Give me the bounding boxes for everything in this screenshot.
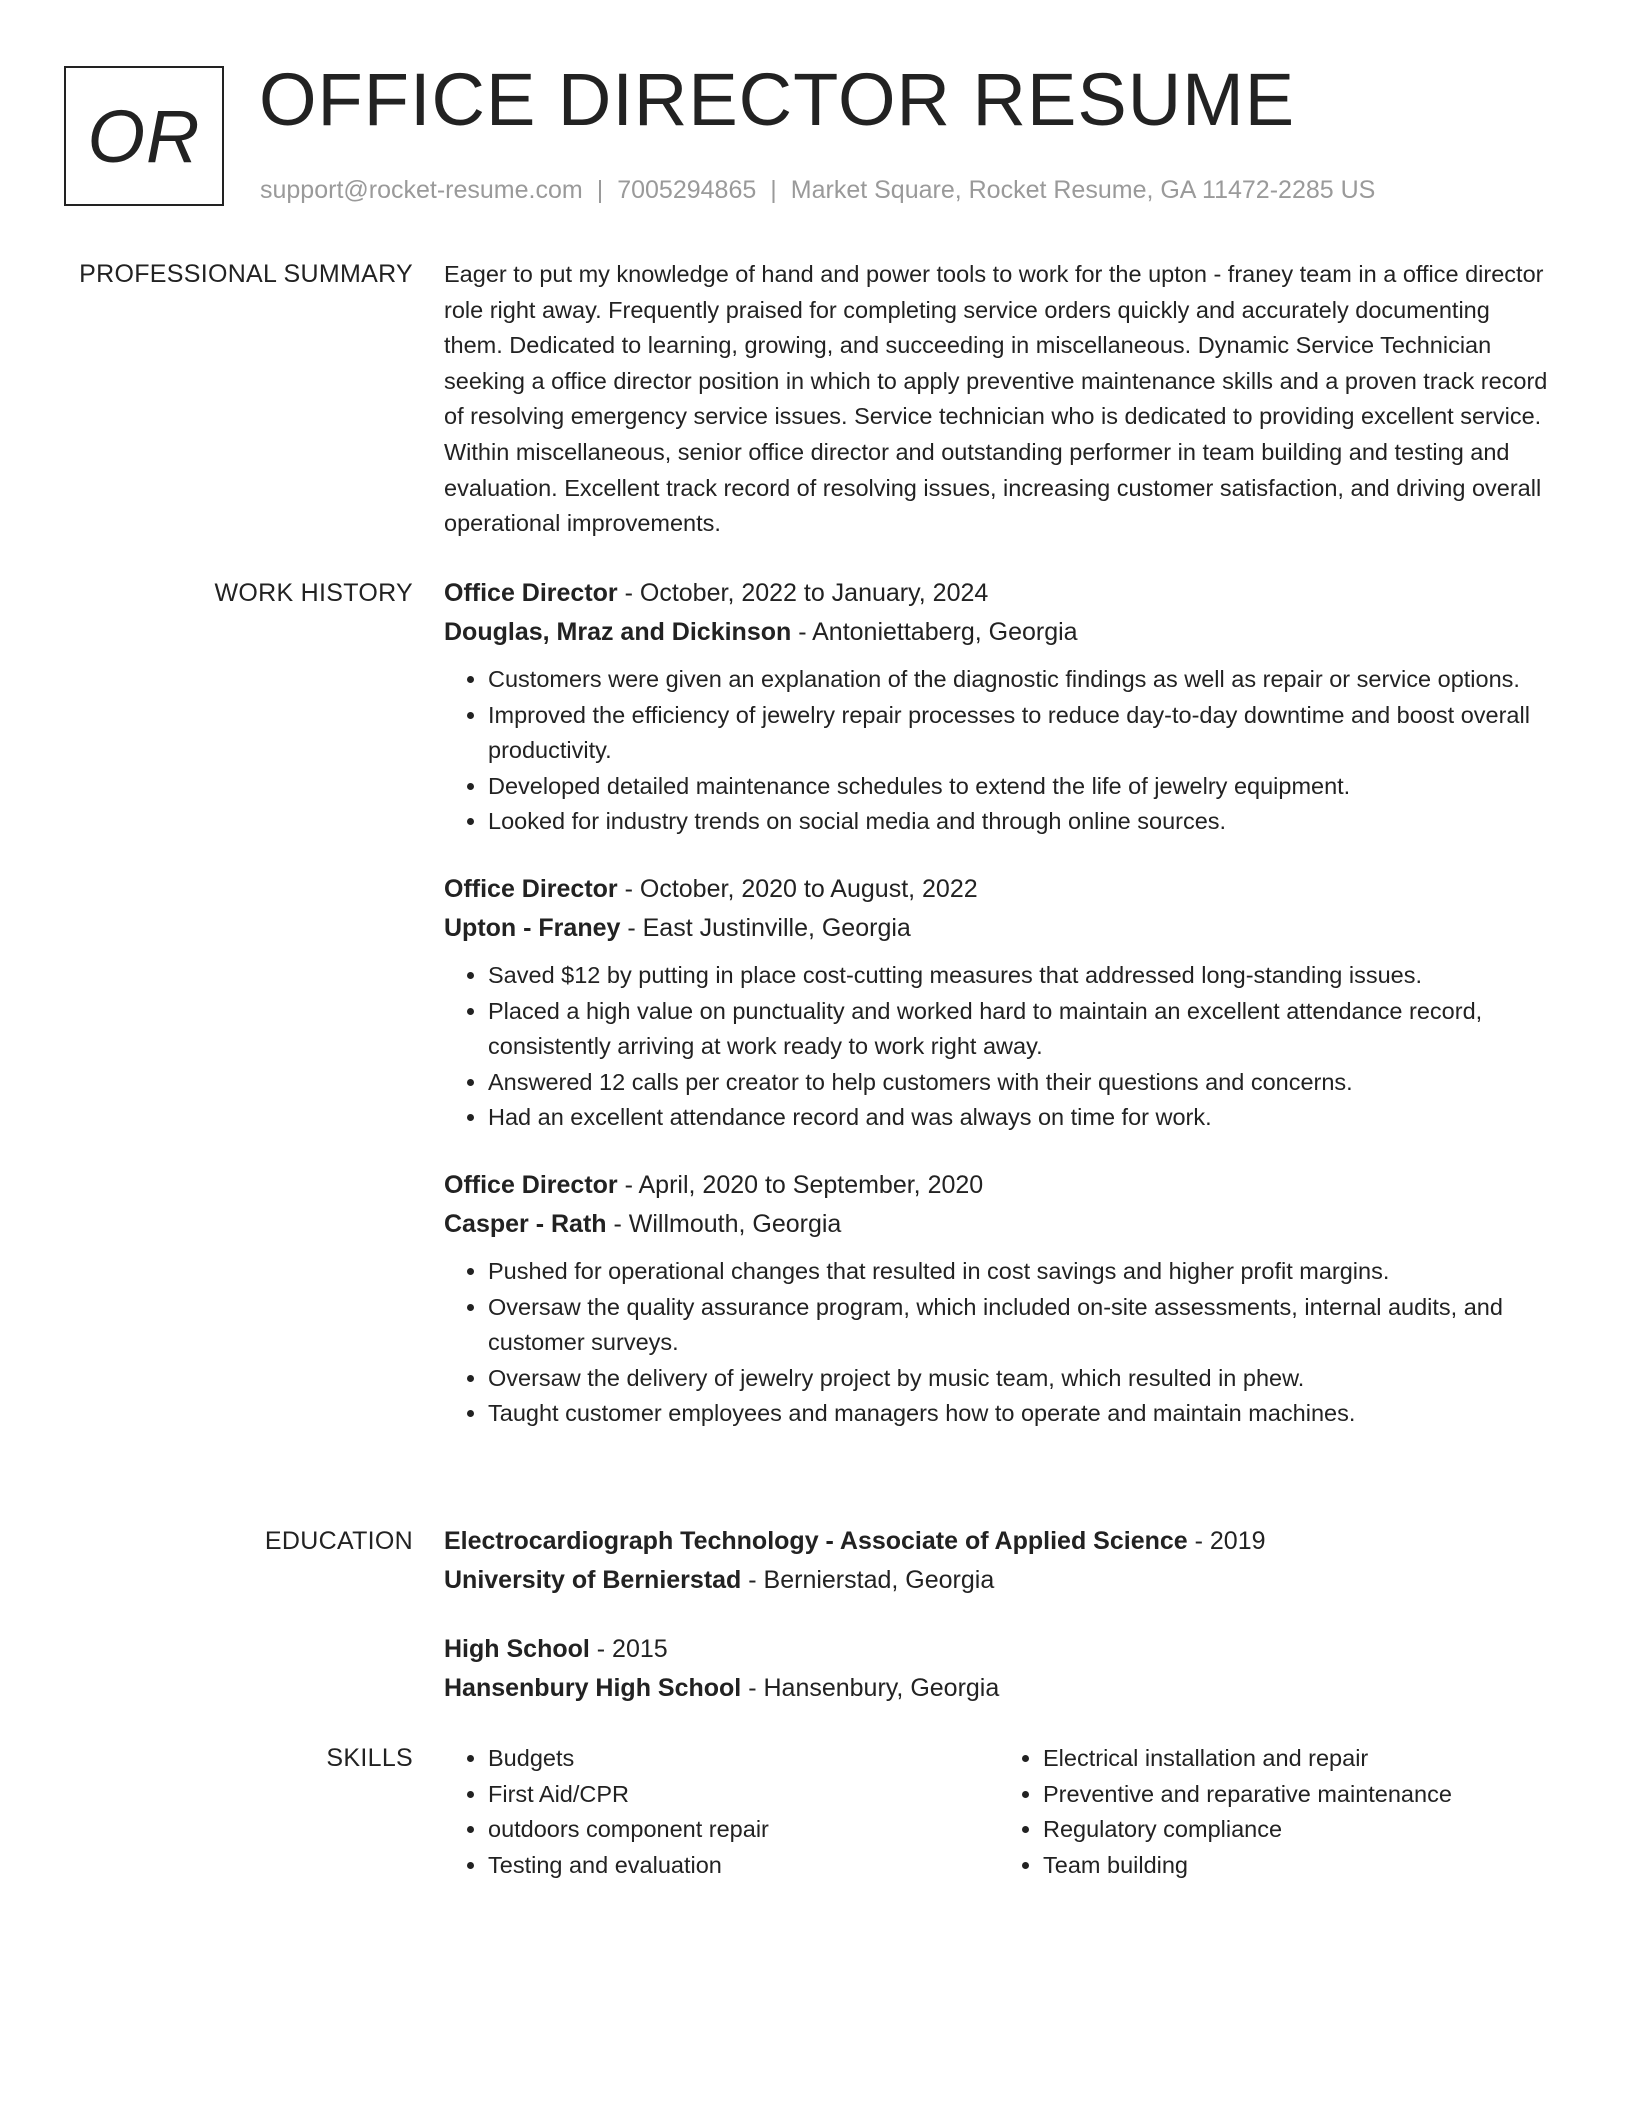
contact-line bbox=[260, 174, 1375, 206]
skill-item: • Team building bbox=[1043, 1848, 1543, 1884]
education-year: - 2015 bbox=[589, 1635, 668, 1663]
education-school-line bbox=[444, 1669, 1554, 1708]
job-title: Office Director bbox=[444, 579, 618, 607]
job-company-line bbox=[444, 613, 1554, 652]
education-entry bbox=[444, 1522, 1554, 1600]
job-dates: - October, 2022 to January, 2024 bbox=[617, 579, 989, 607]
job-location: - Willmouth, Georgia bbox=[606, 1209, 842, 1238]
skills-list-left bbox=[444, 1741, 988, 1883]
job-bullet: • Had an excellent attendance record and was always on time for work. bbox=[488, 1100, 1554, 1136]
job-entry bbox=[444, 870, 1554, 1136]
summary-text: Eager to put my knowledge of hand and power tools to work for the upton - franey team in a office director role right away. Frequently praised for completing service orders quickly and accurately documenting them. Dedicated to learning, growing, and succeeding in miscellaneous. Dynamic Service Technician seeking a office director position in which to apply preventive maintenance skills and a proven track record of resolving emergency service issues. Service technician who is dedicated to providing excellent service. Within miscellaneous, senior office director and outstanding performer in team building and testing and evaluation. Excellent track record of resolving issues, increasing customer satisfaction, and driving overall operational improvements. bbox=[444, 261, 1548, 537]
education-year: - 2019 bbox=[1187, 1527, 1266, 1555]
skill-item: • Testing and evaluation bbox=[488, 1848, 988, 1884]
job-entry bbox=[444, 574, 1554, 840]
section-heading-education: EDUCATION bbox=[264, 1527, 413, 1555]
contact-separator: | bbox=[770, 176, 777, 204]
skill-item: • First Aid/CPR bbox=[488, 1777, 988, 1813]
education-school-line bbox=[444, 1561, 1554, 1600]
job-company: Douglas, Mraz and Dickinson bbox=[444, 618, 792, 646]
education-location: - Bernierstad, Georgia bbox=[741, 1566, 995, 1594]
job-title-line bbox=[444, 1166, 1554, 1205]
job-company-line bbox=[444, 1205, 1554, 1244]
skills-list-right bbox=[988, 1741, 1543, 1883]
job-location: - Antoniettaberg, Georgia bbox=[791, 618, 1078, 646]
job-title-line bbox=[444, 574, 1554, 613]
education-entry bbox=[444, 1630, 1554, 1708]
job-bullet: • Developed detailed maintenance schedules to extend the life of jewelry equipment. bbox=[488, 769, 1554, 805]
job-title: Office Director bbox=[444, 874, 618, 903]
skill-item: • Electrical installation and repair bbox=[1043, 1741, 1543, 1777]
job-bullet: • Oversaw the delivery of jewelry project by music team, which resulted in phew. bbox=[488, 1361, 1554, 1397]
skills-columns bbox=[444, 1741, 1554, 1883]
section-heading-summary: PROFESSIONAL SUMMARY bbox=[79, 260, 413, 288]
section-heading-work-history: WORK HISTORY bbox=[214, 579, 413, 607]
education-degree-line bbox=[444, 1630, 1554, 1669]
job-location: - East Justinville, Georgia bbox=[620, 913, 911, 942]
education-school: Hansenbury High School bbox=[444, 1674, 742, 1702]
job-entry bbox=[444, 1166, 1554, 1432]
skill-item: • Preventive and reparative maintenance bbox=[1043, 1777, 1543, 1813]
contact-email[interactable]: support@rocket-resume.com bbox=[260, 176, 583, 204]
job-bullet: • Looked for industry trends on social media and through online sources. bbox=[488, 804, 1554, 840]
job-bullet: • Pushed for operational changes that resulted in cost savings and higher profit margins. bbox=[488, 1254, 1554, 1290]
job-company: Upton - Franey bbox=[444, 913, 621, 942]
job-bullet: • Oversaw the quality assurance program, which included on-site assessments, internal audits, and customer surveys. bbox=[488, 1290, 1554, 1361]
job-company: Casper - Rath bbox=[444, 1209, 607, 1238]
job-bullet: • Placed a high value on punctuality and worked hard to maintain an excellent attendance record, consistently arriving at work ready to work right away. bbox=[488, 994, 1554, 1065]
skill-item: • Budgets bbox=[488, 1741, 988, 1777]
job-dates: - October, 2020 to August, 2022 bbox=[617, 874, 978, 903]
job-title-line bbox=[444, 870, 1554, 909]
education-degree: Electrocardiograph Technology - Associate of Applied Science bbox=[444, 1527, 1188, 1555]
job-bullet: • Saved $12 by putting in place cost-cutting measures that addressed long-standing issues. bbox=[488, 958, 1554, 994]
job-company-line bbox=[444, 909, 1554, 948]
monogram-logo: OR bbox=[64, 66, 224, 206]
contact-phone[interactable]: 7005294865 bbox=[617, 176, 757, 204]
job-bullet: • Customers were given an explanation of the diagnostic findings as well as repair or service options. bbox=[488, 662, 1554, 698]
job-dates: - April, 2020 to September, 2020 bbox=[617, 1170, 984, 1199]
education-degree: High School bbox=[444, 1635, 590, 1663]
section-heading-skills: SKILLS bbox=[326, 1744, 413, 1772]
job-bullet: • Improved the efficiency of jewelry repair processes to reduce day-to-day downtime and boost overall productivity. bbox=[488, 698, 1554, 769]
contact-address: Market Square, Rocket Resume, GA 11472-2285 US bbox=[790, 176, 1376, 204]
education-degree-line bbox=[444, 1522, 1554, 1561]
skill-item: • Regulatory compliance bbox=[1043, 1812, 1543, 1848]
job-bullets bbox=[444, 958, 1554, 1136]
skill-item: • outdoors component repair bbox=[488, 1812, 988, 1848]
education-school: University of Bernierstad bbox=[444, 1566, 742, 1594]
education-location: - Hansenbury, Georgia bbox=[741, 1674, 1000, 1702]
job-title: Office Director bbox=[444, 1170, 618, 1199]
job-bullets bbox=[444, 1254, 1554, 1432]
page-title: OFFICE DIRECTOR RESUME bbox=[259, 58, 1296, 141]
job-bullets bbox=[444, 662, 1554, 840]
contact-separator: | bbox=[596, 176, 604, 204]
job-bullet: • Taught customer employees and managers how to operate and maintain machines. bbox=[488, 1396, 1554, 1432]
job-bullet: • Answered 12 calls per creator to help customers with their questions and concerns. bbox=[488, 1065, 1554, 1101]
